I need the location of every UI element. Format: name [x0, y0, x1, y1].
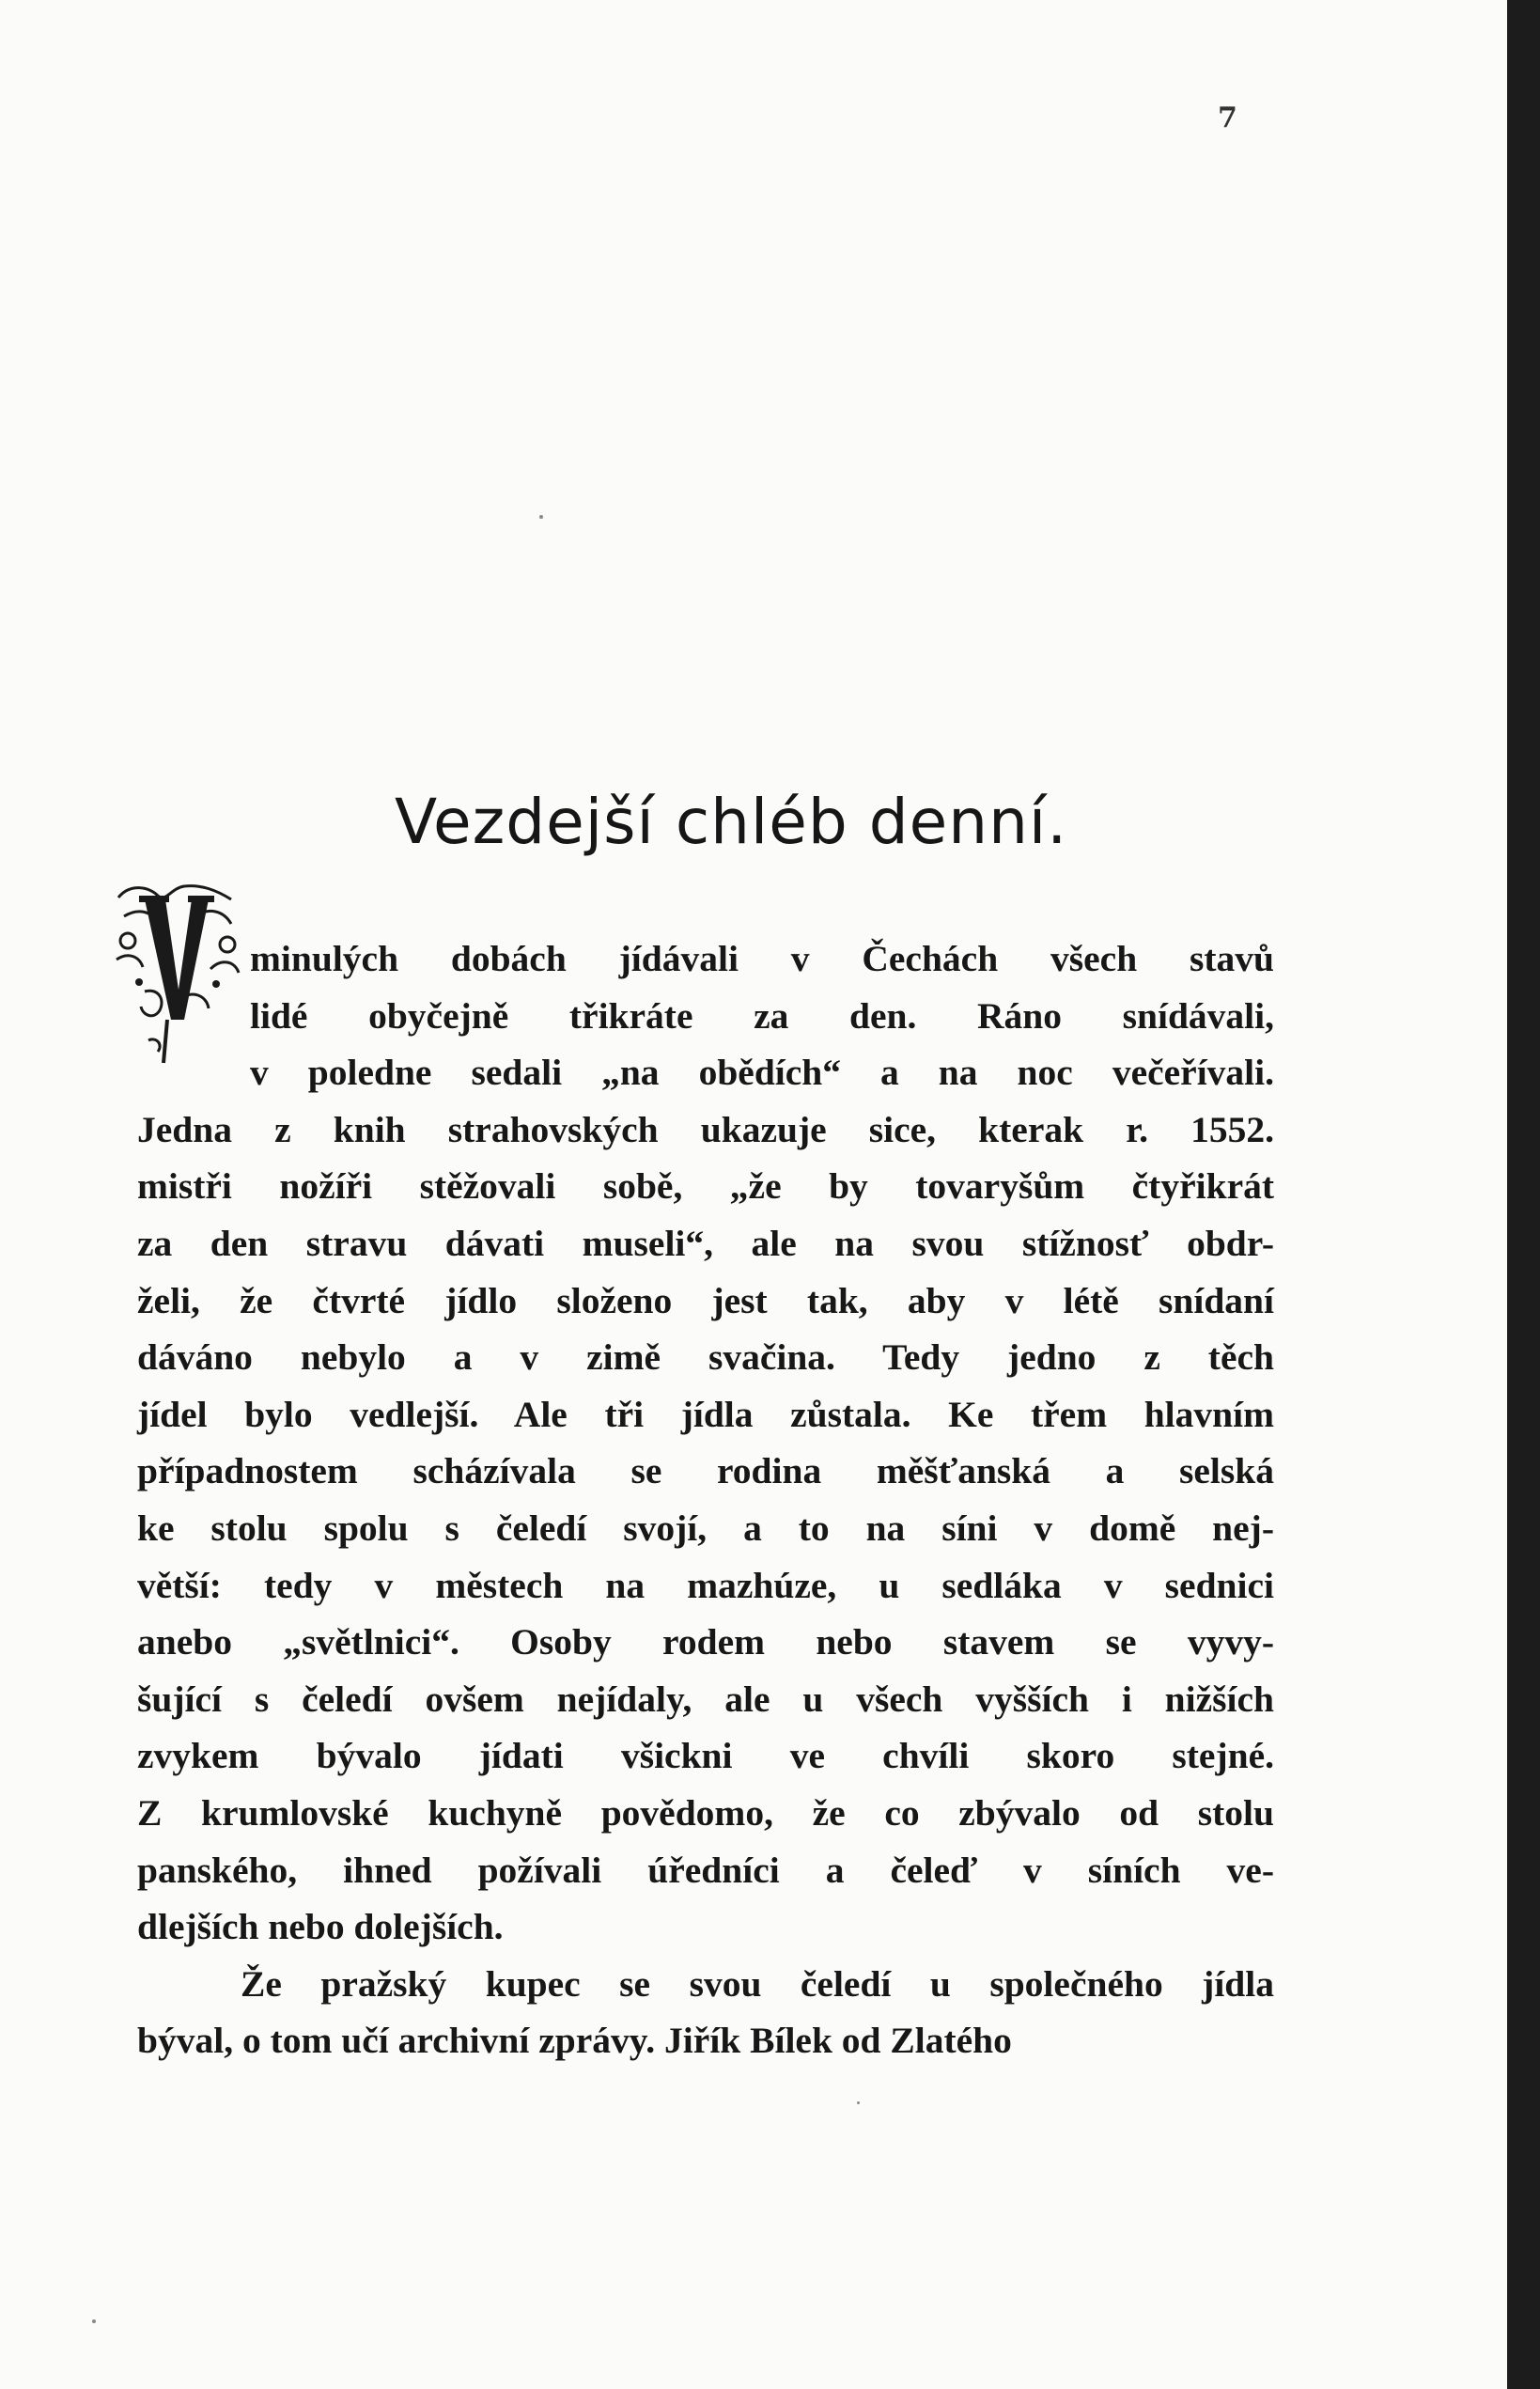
text-line: v poledne sedali „na obědích“ a na noc večeřívali.	[250, 1052, 1274, 1094]
text-line: dlejších nebo dolejších.	[137, 1906, 504, 1948]
text-line: želi, že čtvrté jídlo složeno jest tak, aby v létě snídaní	[137, 1279, 1274, 1321]
paper-speck	[92, 2319, 96, 2323]
text-line: dáváno nebylo a v zimě svačina. Tedy jedno z těch	[137, 1336, 1274, 1379]
text-line: šující s čeledí ovšem nejídaly, ale u všech vyšších i nižších	[137, 1678, 1274, 1720]
text-line: Jedna z knih strahovských ukazuje sice, kterak r. 1552.	[137, 1108, 1274, 1150]
text-line: Že pražský kupec se svou čeledí u společného jídla	[241, 1962, 1274, 2005]
text-line: zvykem bývalo jídati všickni ve chvíli skoro stejné.	[137, 1735, 1274, 1777]
body-text	[137, 930, 1274, 2069]
page-number: 7	[1218, 101, 1237, 134]
paper-speck	[857, 2101, 860, 2104]
chapter-title: Vezdejší chléb denní.	[395, 786, 1068, 858]
text-line: za den stravu dávati museli“, ale na svou stížnosť obdr-	[137, 1222, 1274, 1264]
text-line: lidé obyčejně třikráte za den. Ráno snídávali,	[250, 994, 1274, 1037]
text-line: minulých dobách jídávali v Čechách všech stavů	[250, 938, 1274, 979]
text-line: Z krumlovské kuchyně povědomo, že co zbývalo od stolu	[137, 1791, 1274, 1834]
text-line: mistři nožíři stěžovali sobě, „že by tovaryšům čtyřikrát	[137, 1165, 1274, 1208]
text-line: anebo „světlnici“. Osoby rodem nebo stavem se vyvy-	[137, 1621, 1274, 1663]
text-line: větší: tedy v městech na mazhúze, u sedláka v sednici	[137, 1564, 1274, 1606]
text-line: panského, ihned požívali úředníci a čeleď v síních ve-	[137, 1849, 1274, 1891]
paper-speck	[539, 515, 543, 519]
text-line: ke stolu spolu s čeledí svojí, a to na síni v domě nej-	[137, 1507, 1274, 1549]
text-line: případnostem scházívala se rodina měšťanská a selská	[137, 1450, 1274, 1492]
text-line: býval, o tom učí archivní zprávy. Jiřík Bílek od Zlatého	[137, 2020, 1012, 2062]
scan-edge	[1507, 0, 1540, 2389]
text-line: jídel bylo vedlejší. Ale tři jídla zůstala. Ke třem hlavním	[137, 1393, 1274, 1435]
